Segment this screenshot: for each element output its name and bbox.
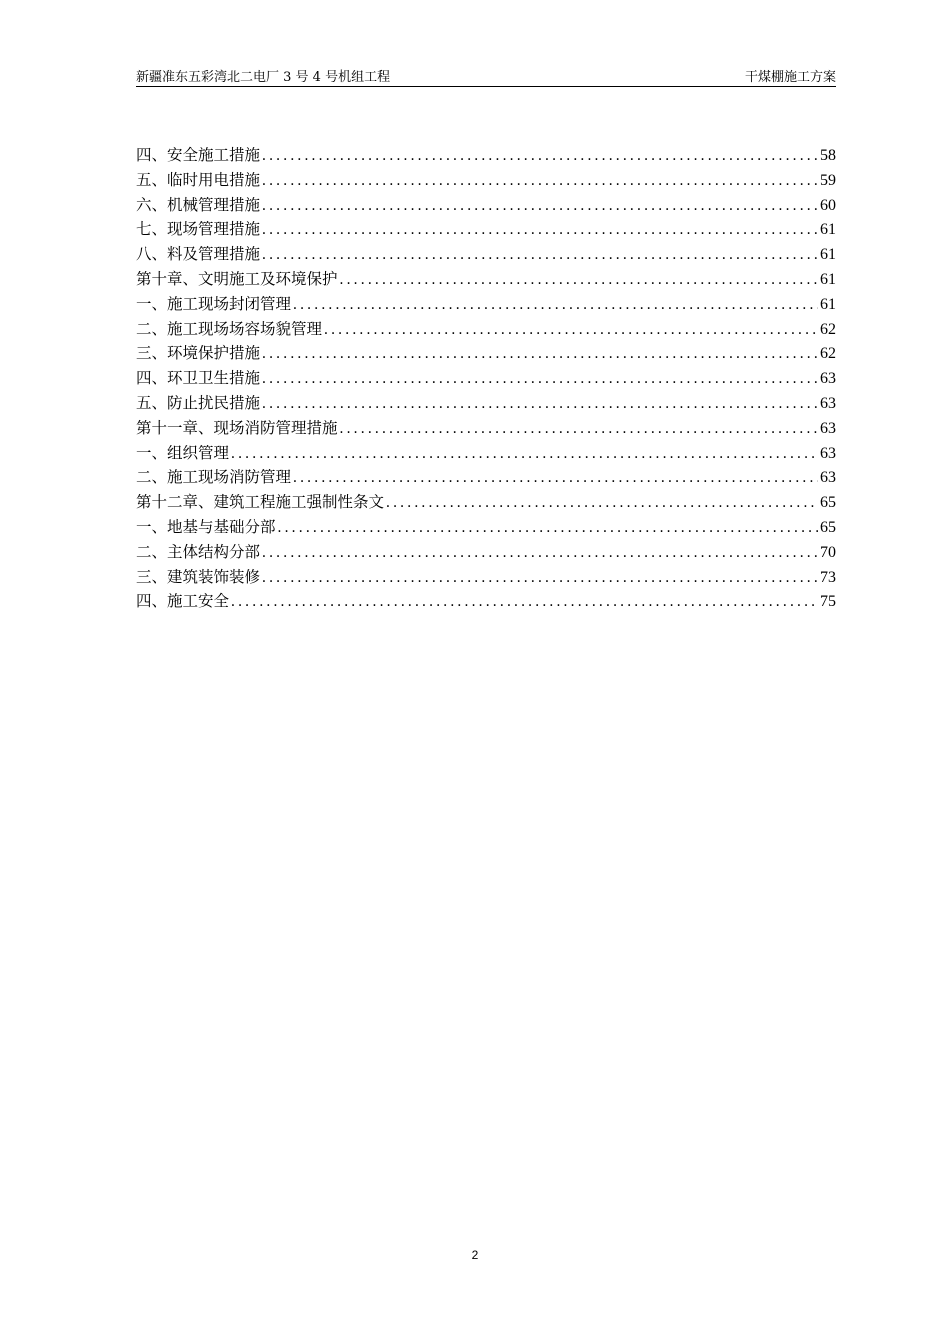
page-number: 2	[471, 1248, 479, 1262]
toc-entry[interactable]	[136, 143, 836, 168]
toc-entry-title: 四、施工安全	[136, 592, 230, 611]
toc-entry-title: 八、料及管理措施	[136, 245, 261, 264]
toc-entry-title: 第十二章、建筑工程施工强制性条文	[136, 493, 385, 512]
toc-dot-leader	[340, 417, 818, 442]
toc-dot-leader	[262, 541, 818, 566]
toc-entry-title: 一、组织管理	[136, 443, 230, 462]
toc-entry[interactable]	[136, 317, 836, 342]
toc-entry-page-number: 61	[820, 221, 836, 239]
toc-entry[interactable]	[136, 515, 836, 540]
toc-entry-page-number: 63	[820, 469, 836, 487]
toc-entry-page-number: 58	[820, 147, 836, 164]
toc-entry[interactable]	[136, 589, 836, 614]
toc-entry[interactable]	[136, 366, 836, 391]
toc-entry-page-number: 65	[820, 518, 836, 536]
header-document-title: 干煤棚施工方案	[744, 70, 836, 85]
toc-entry-page-number: 61	[820, 270, 836, 288]
toc-dot-leader	[262, 169, 818, 194]
toc-entry-title: 四、环卫卫生措施	[136, 369, 261, 388]
toc-dot-leader	[262, 144, 818, 169]
toc-dot-leader	[231, 590, 818, 615]
toc-dot-leader	[386, 491, 818, 516]
toc-dot-leader	[262, 218, 818, 243]
toc-entry-title: 三、建筑装饰装修	[136, 567, 261, 586]
toc-entry[interactable]	[136, 242, 836, 267]
toc-dot-leader	[293, 293, 818, 318]
toc-dot-leader	[324, 318, 818, 343]
toc-entry-page-number: 60	[820, 196, 836, 214]
toc-entry[interactable]	[136, 416, 836, 441]
toc-entry-title: 五、临时用电措施	[136, 170, 261, 189]
toc-dot-leader	[278, 516, 818, 541]
toc-entry-page-number: 59	[820, 171, 836, 189]
toc-entry-title: 一、施工现场封闭管理	[136, 294, 292, 313]
toc-entry-title: 六、机械管理措施	[136, 195, 261, 214]
toc-entry-title: 七、现场管理措施	[136, 220, 261, 239]
toc-entry-page-number: 61	[820, 246, 836, 264]
toc-entry-title: 第十章、文明施工及环境保护	[136, 269, 338, 288]
toc-entry-page-number: 73	[820, 568, 836, 586]
toc-entry-title: 四、安全施工措施	[136, 146, 261, 164]
page-footer	[0, 1248, 950, 1262]
toc-entry-title: 三、环境保护措施	[136, 344, 261, 363]
toc-dot-leader	[293, 466, 818, 491]
toc-dot-leader	[262, 342, 818, 367]
toc-entry-title: 一、地基与基础分部	[136, 517, 276, 536]
toc-entry-page-number: 63	[820, 370, 836, 388]
toc-entry[interactable]	[136, 540, 836, 565]
table-of-contents	[136, 143, 836, 614]
toc-entry[interactable]	[136, 465, 836, 490]
toc-entry-title: 二、主体结构分部	[136, 542, 261, 561]
toc-entry-page-number: 62	[820, 320, 836, 338]
toc-entry-page-number: 62	[820, 345, 836, 363]
toc-entry[interactable]	[136, 490, 836, 515]
toc-entry-page-number: 63	[820, 394, 836, 412]
toc-entry-page-number: 63	[820, 444, 836, 462]
toc-dot-leader	[231, 442, 818, 467]
toc-entry[interactable]	[136, 565, 836, 590]
toc-entry[interactable]	[136, 391, 836, 416]
toc-entry-title: 五、防止扰民措施	[136, 393, 261, 412]
toc-dot-leader	[262, 566, 818, 591]
toc-entry[interactable]	[136, 341, 836, 366]
toc-dot-leader	[262, 367, 818, 392]
toc-entry-page-number: 61	[820, 295, 836, 313]
toc-dot-leader	[340, 268, 818, 293]
toc-entry[interactable]	[136, 217, 836, 242]
toc-entry[interactable]	[136, 193, 836, 218]
toc-entry-page-number: 65	[820, 494, 836, 512]
toc-entry-title: 二、施工现场场容场貌管理	[136, 319, 323, 338]
header-project-title: 新疆准东五彩湾北二电厂 3 号 4 号机组工程	[136, 70, 391, 85]
toc-entry[interactable]	[136, 441, 836, 466]
toc-dot-leader	[262, 392, 818, 417]
toc-entry-page-number: 63	[820, 419, 836, 437]
toc-dot-leader	[262, 194, 818, 219]
toc-entry-page-number: 70	[820, 543, 836, 561]
page-header	[136, 62, 836, 87]
toc-entry[interactable]	[136, 292, 836, 317]
toc-dot-leader	[262, 243, 818, 268]
toc-entry-title: 二、施工现场消防管理	[136, 468, 292, 487]
toc-entry[interactable]	[136, 267, 836, 292]
toc-entry[interactable]	[136, 168, 836, 193]
toc-entry-title: 第十一章、现场消防管理措施	[136, 418, 338, 437]
toc-entry-page-number: 75	[820, 593, 836, 611]
